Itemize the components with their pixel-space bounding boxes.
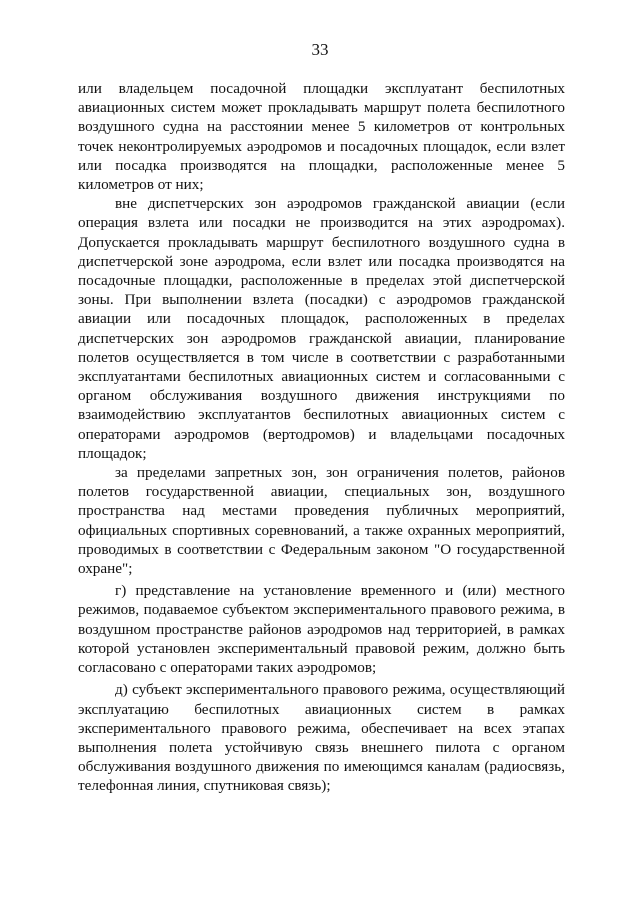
paragraph-outside-dispatch-zones: вне диспетчерских зон аэродромов гражданской авиации (если операция взлета или посадки не производится на этих аэродромах). Допускается прокладывать маршрут беспилотного воздушного судна в диспетчерской зоне аэродрома, если взлет или посадка производятся на посадочные площадки, расположенные в пределах этой диспетчерской зоны. При выполнении взлета (посадки) с аэродромов гражданской авиации или посадочных площадок, расположенных в пределах диспетчерских зон аэродромов гражданской авиации, планирование полетов осуществляется в том числе в соответствии с разработанными эксплуатантами беспилотных авиационных систем и согласованными с органом обслуживания воздушного движения инструкциями по взаимодействию эксплуатантов беспилотных авиационных систем с операторами аэродромов (вертодромов) и владельцами посадочных площадок; bbox=[78, 195, 565, 462]
paragraph-item-d: д) субъект экспериментального правового режима, осуществляющий эксплуатацию беспилотных авиационных систем в рамках экспериментального правового режима, обеспечивает на всех этапах выполнения полета устойчивую связь внешнего пилота с органом обслуживания воздушного движения по имеющимся каналам (радиосвязь, телефонная линия, спутниковая связь); bbox=[78, 681, 565, 795]
paragraph-item-g: г) представление на установление временного и (или) местного режимов, подаваемое субъектом экспериментального правового режима, в воздушном пространстве районов аэродромов над территорией, в рамках которой установлен экспериментальный правовой режим, должно быть согласовано с операторами таких аэродромов; bbox=[78, 582, 565, 677]
page-number: 33 bbox=[311, 40, 329, 59]
document-body bbox=[78, 79, 565, 796]
paragraph-outside-restricted-zones: за пределами запретных зон, зон ограничения полетов, районов полетов государственной авиации, специальных зон, воздушного пространства над местами проведения публичных мероприятий, официальных спортивных соревнований, а также охранных мероприятий, проводимых в соответствии с Федеральным законом "О государственной охране"; bbox=[78, 464, 565, 578]
paragraph-continued-text: или владельцем посадочной площадки эксплуатант беспилотных авиационных систем может прокладывать маршрут полета беспилотного воздушного судна на расстоянии менее 5 километров от контрольных точек неконтролируемых аэродромов и посадочных площадок, если взлет или посадка производятся на площадки, расположенные менее 5 километров от них; bbox=[78, 80, 565, 194]
